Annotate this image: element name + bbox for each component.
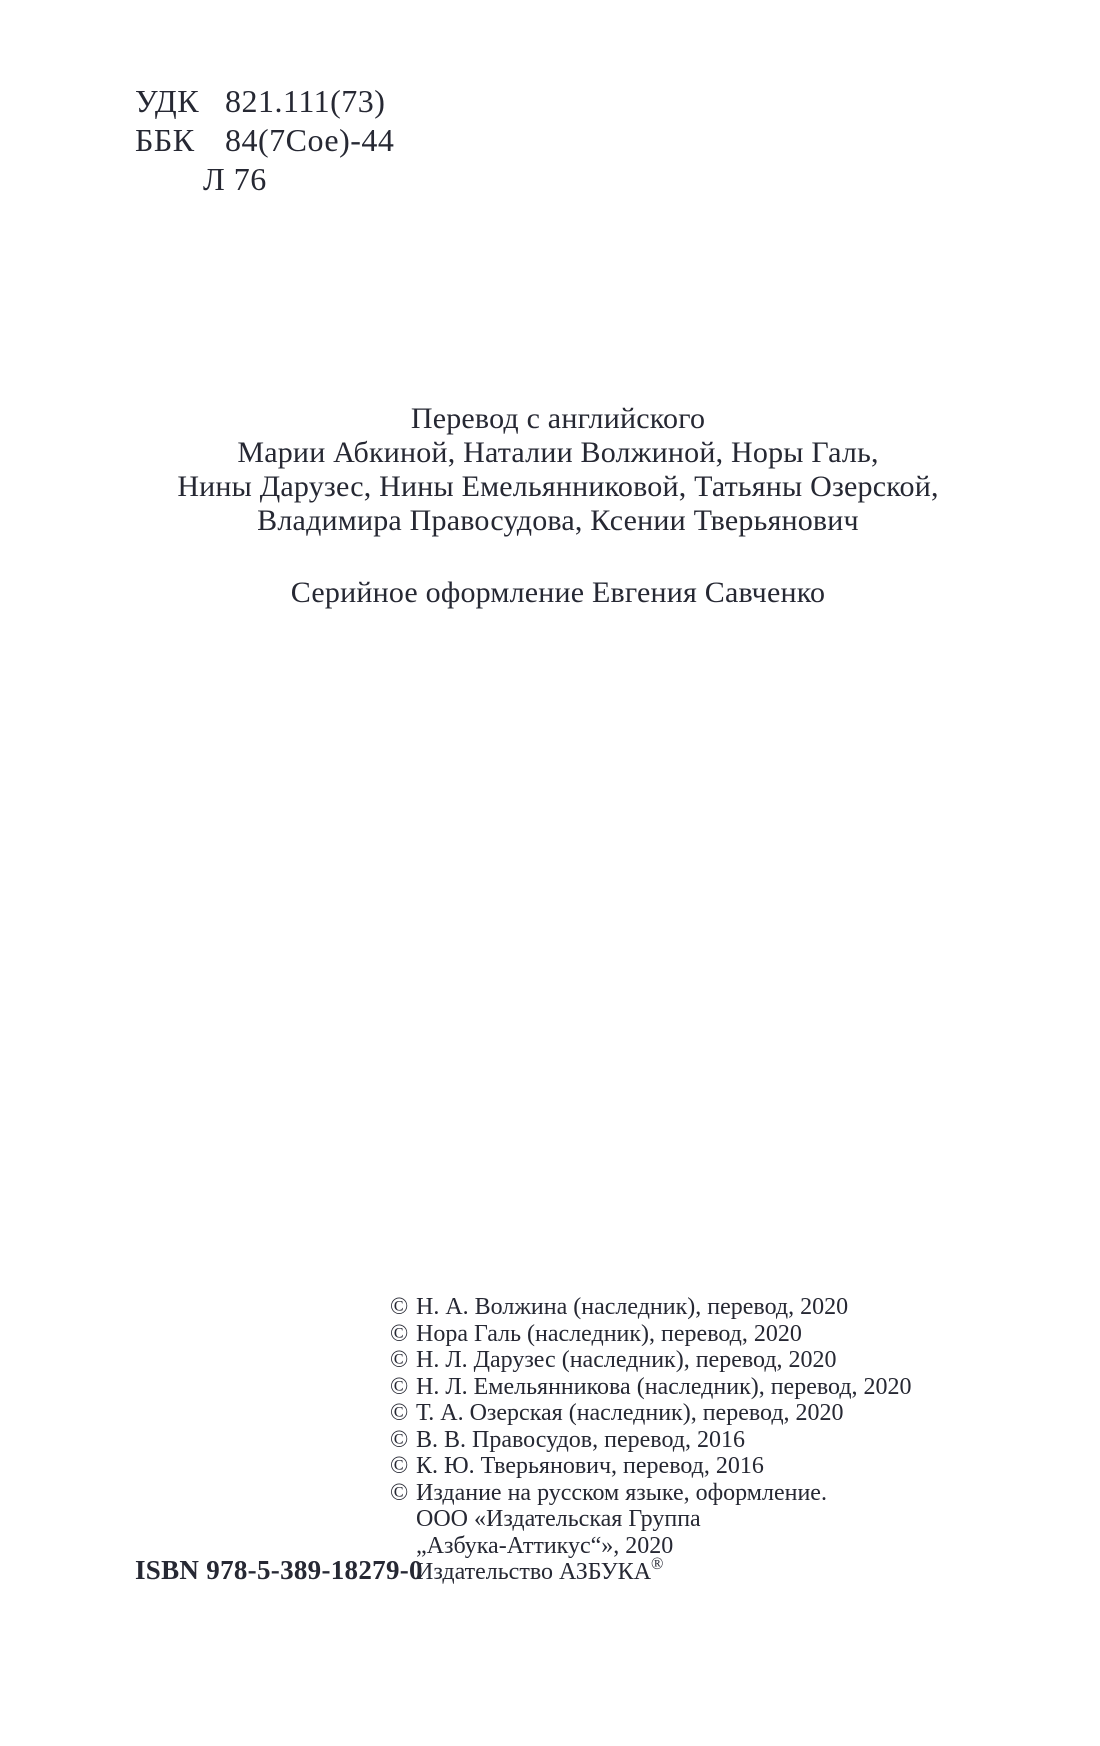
copyright-text: К. Ю. Тверьянович, перевод, 2016 <box>416 1453 764 1479</box>
author-sign-row <box>135 160 394 199</box>
copyright-symbol: © <box>390 1400 409 1426</box>
copyright-symbol: © <box>390 1320 409 1347</box>
copyright-entry <box>390 1374 912 1401</box>
copyright-entry <box>390 1400 912 1427</box>
copyright-text: Н. А. Волжина (наследник), перевод, 2020 <box>416 1294 849 1320</box>
copyright-text: Нора Галь (наследник), перевод, 2020 <box>416 1320 802 1347</box>
registered-trademark-mark: ® <box>651 1554 664 1573</box>
bbk-label: ББК <box>135 122 195 158</box>
translators-block <box>0 402 1100 538</box>
copyright-symbol: © <box>390 1426 409 1453</box>
udk-value: 821.111(73) <box>225 83 386 119</box>
copyright-entry <box>390 1347 912 1374</box>
udk-row <box>135 82 394 121</box>
copyright-entry <box>390 1321 912 1348</box>
copyright-text: В. В. Правосудов, перевод, 2016 <box>416 1426 745 1453</box>
copyright-symbol: © <box>390 1347 409 1373</box>
copyright-text: ООО «Издательская Группа <box>416 1506 701 1532</box>
copyright-text: Т. А. Озерская (наследник), перевод, 2020 <box>416 1400 844 1426</box>
copyright-entry <box>390 1453 912 1480</box>
udk-label: УДК <box>135 83 200 119</box>
copyright-entry <box>390 1427 912 1454</box>
copyright-entry <box>390 1506 912 1533</box>
translator-line: Марии Абкиной, Наталии Волжиной, Норы Галь, <box>237 436 879 469</box>
copyright-text <box>416 1554 664 1586</box>
publisher-name: Издательство АЗБУКА <box>416 1559 652 1585</box>
author-sign: Л 76 <box>203 161 267 197</box>
classification-block <box>135 82 394 199</box>
copyright-symbol: © <box>390 1373 409 1400</box>
bbk-row <box>135 121 394 160</box>
copyright-symbol <box>390 1506 416 1533</box>
copyright-symbol: © <box>390 1294 409 1320</box>
bbk-value: 84(7Сое)-44 <box>225 122 395 158</box>
translation-heading: Перевод с английского <box>410 402 706 435</box>
copyright-block <box>390 1294 912 1586</box>
copyright-text: „Азбука-Аттикус“», 2020 <box>416 1532 674 1559</box>
copyright-symbol: © <box>390 1453 409 1479</box>
copyright-text: Н. Л. Емельянникова (наследник), перевод, 2020 <box>416 1373 912 1400</box>
copyright-entry <box>390 1480 912 1507</box>
copyright-entry <box>390 1554 912 1586</box>
copyright-text: Н. Л. Дарузес (наследник), перевод, 2020 <box>416 1347 837 1373</box>
copyright-entry <box>390 1294 912 1321</box>
copyright-symbol: © <box>390 1479 409 1506</box>
translator-line: Нины Дарузес, Нины Емельянниковой, Татьяны Озерской, <box>177 470 939 503</box>
series-design-line: Серийное оформление Евгения Савченко <box>290 576 826 609</box>
isbn: ISBN 978-5-389-18279-0 <box>135 1555 423 1585</box>
translator-line: Владимира Правосудова, Ксении Тверьянович <box>257 504 859 537</box>
copyright-text: Издание на русском языке, оформление. <box>416 1479 827 1506</box>
